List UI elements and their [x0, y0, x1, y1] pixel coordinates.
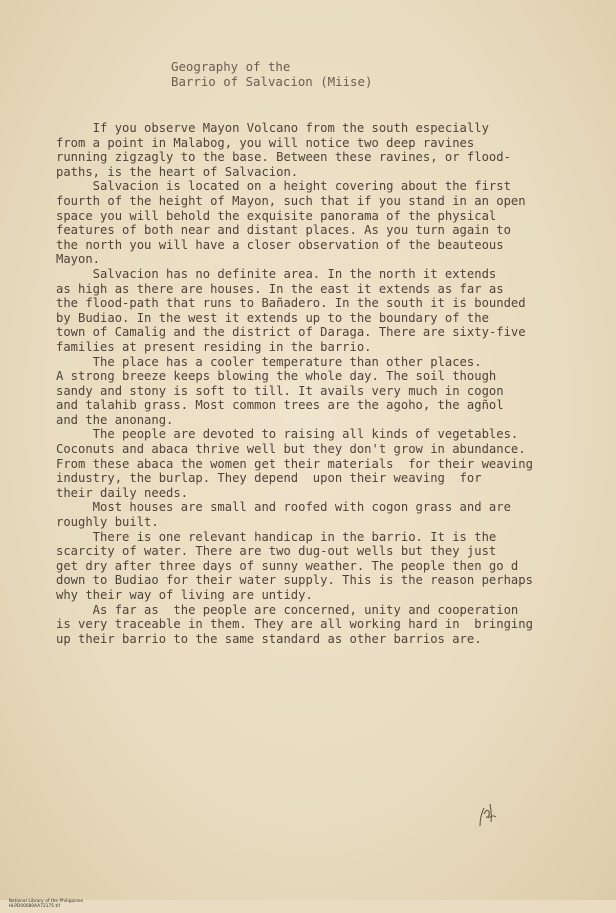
document-body: [56, 121, 533, 646]
body-line: town of Camalig and the district of Daraga. There are sixty-five: [56, 325, 526, 340]
body-line: Salvacion is located on a height covering about the first: [56, 179, 511, 194]
footer: [3, 893, 95, 913]
body-line: sandy and stony is soft to till. It avails very much in cogon: [56, 383, 504, 398]
body-line: From these abaca the women get their materials for their weaving: [56, 456, 533, 471]
footer-library: National Library of the Philippines: [8, 898, 84, 903]
body-line: and the anonang.: [56, 412, 174, 427]
body-line: roughly built.: [56, 515, 159, 530]
body-line: Mayon.: [56, 252, 101, 267]
body-line: up their barrio to the same standard as other barrios are.: [56, 631, 482, 646]
body-line: is very traceable in them. They are all working hard in bringing: [56, 617, 533, 632]
body-line: by Budiao. In the west it extends up to the boundary of the: [56, 310, 489, 325]
body-line: families at present residing in the barrio.: [56, 339, 372, 354]
body-line: as high as there are houses. In the east it extends as far as: [56, 281, 504, 296]
body-line: and talahib grass. Most common trees are the agoho, the agñol: [56, 398, 504, 413]
body-line: space you will behold the exquisite panorama of the physical: [56, 208, 497, 223]
body-line: There is one relevant handicap in the barrio. It is the: [56, 529, 497, 544]
body-line: fourth of the height of Mayon, such that if you stand in an open: [56, 193, 526, 208]
footer-code: HLPD00080AA72175.tif: [8, 903, 61, 908]
body-line: get dry after three days of sunny weather. The people then go d: [56, 558, 519, 573]
body-line: why their way of living are untidy.: [56, 588, 313, 602]
body-line: industry, the burlap. They depend upon their weaving for: [56, 471, 482, 486]
body-line: paths, is the heart of Salvacion.: [56, 164, 299, 179]
title-line-1: Geography of the: [171, 59, 291, 74]
body-line: the north you will have a closer observation of the beauteous: [56, 237, 504, 252]
handwritten-initials-icon: [474, 800, 500, 830]
body-line: If you observe Mayon Volcano from the south especially: [56, 121, 489, 135]
body-line: Most houses are small and roofed with cogon grass and are: [56, 500, 511, 515]
body-line: their daily needs.: [56, 485, 189, 500]
body-line: from a point in Malabog, you will notice two deep ravines: [56, 135, 475, 150]
body-line: features of both near and distant places. As you turn again to: [56, 223, 511, 238]
title-line-2: Barrio of Salvacion (Miise): [171, 74, 373, 89]
body-line: running zigzagly to the base. Between these ravines, or flood-: [56, 150, 511, 165]
body-line: A strong breeze keeps blowing the whole day. The soil though: [56, 369, 497, 384]
body-line: scarcity of water. There are two dug-out wells but they just: [56, 544, 497, 559]
body-line: The place has a cooler temperature than other places.: [56, 354, 482, 369]
document-title: [171, 59, 372, 89]
body-line: the flood-path that runs to Bañadero. In the south it is bounded: [56, 296, 526, 311]
body-line: Salvacion has no definite area. In the north it extends: [56, 266, 497, 281]
body-line: The people are devoted to raising all kinds of vegetables.: [56, 427, 519, 442]
body-line: As far as the people are concerned, unity and cooperation: [56, 602, 519, 617]
body-line: down to Budiao for their water supply. This is the reason perhaps: [56, 573, 533, 588]
body-line: Coconuts and abaca thrive well but they don't grow in abundance.: [56, 442, 526, 457]
